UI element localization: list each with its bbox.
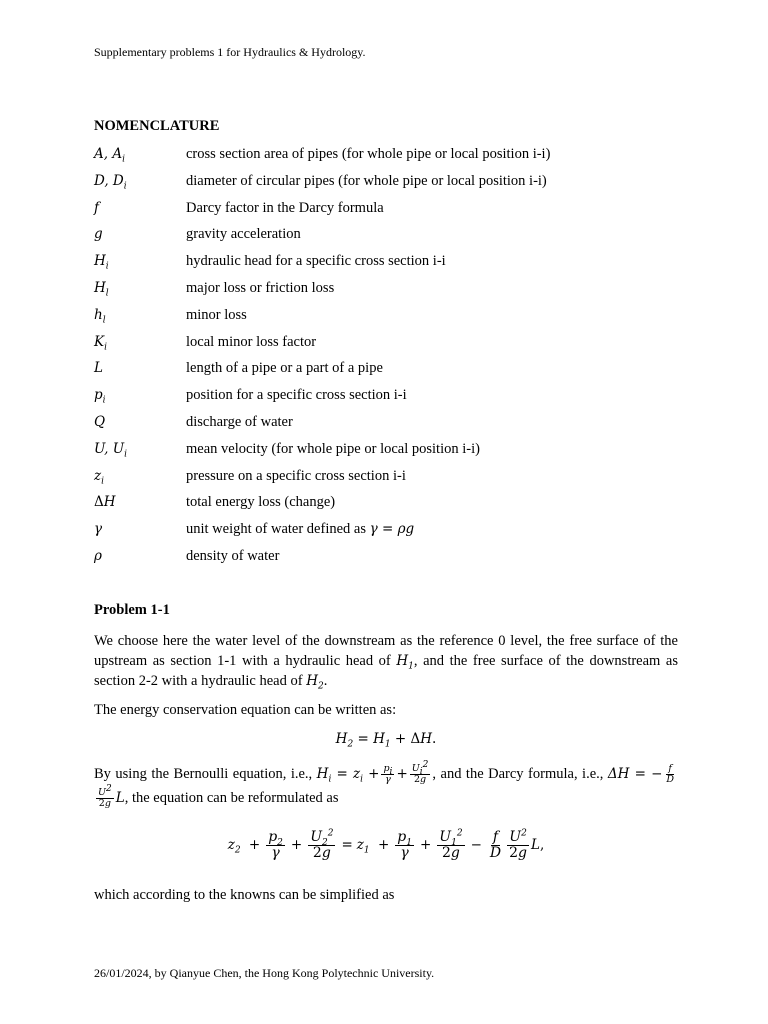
nomenclature-row [94,548,694,575]
symbol-major-loss: $H_l$ [94,279,109,299]
nomenclature-title: NOMENCLATURE [94,118,220,134]
nomenclature-desc: discharge of water [186,413,293,430]
nomenclature-row [94,307,694,334]
paragraph-text: , the equation can be reformulated as [124,790,339,806]
symbol-loss-factor: $K_i$ [94,333,107,353]
symbol-velocity: U, $U_i$ [94,440,127,460]
nomenclature-row [94,334,694,361]
symbol-darcy-factor: f [94,199,99,216]
symbol-length: L [94,360,103,377]
nomenclature-row [94,226,694,253]
nomenclature-desc: major loss or friction loss [186,279,335,296]
nomenclature-row [94,387,694,414]
nomenclature-row [94,280,694,307]
nomenclature-desc: length of a pipe or a part of a pipe [186,360,383,377]
problem-paragraph-2: The energy conservation equation can be written as: [94,702,397,718]
paragraph-text: We choose here the water level of the downstream as the reference 0 level, the free surface of the upstream as section 1-1 with a hydraulic head of [94,633,678,669]
nomenclature-desc: local minor loss factor [186,333,317,350]
nomenclature-desc: pressure on a specific cross section i-i [186,467,406,484]
head-h1: $H_1$ [396,653,414,672]
reformulated-equation: $z_2$ + $\frac{p_2}{\gamma}$ + $\frac{U_2^2}{2g}$ = $z_1$ + $\frac{p_1}{\gamma}$ + $\frac{U_1^2}{2g}$ − $\frac{f}{D}$ $\frac{U^2}{2g}$ L, [227,828,545,862]
nomenclature-row [94,173,694,200]
symbol-pressure: $z_i$ [94,467,105,487]
symbol-discharge: Q [94,413,106,430]
symbol-energy-loss: ΔH [94,494,116,511]
energy-equation: $H_2 = H_1 + \Delta H$. [335,731,437,750]
problem-paragraph-1: We choose here the water level of the downstream as the reference 0 level, the free surface of the upstream as section 1-1 with a hydraulic head of $H_1$, and the free surface of the downstream as section 2-2 with a hydraulic head of $H_2$. [94,633,678,692]
symbol-area: A, $A_i$ [94,146,125,165]
nomenclature-desc [186,521,414,538]
nomenclature-desc: density of water [186,547,280,564]
nomenclature-desc-text: unit weight of water defined as [186,521,366,538]
paragraph-text: By using the Bernoulli equation, i.e., [94,766,313,782]
nomenclature-row [94,468,694,495]
bernoulli-inline: $H_i = z_i$ + $\frac{p_i}{\gamma}$ + $\frac{U_i^2}{2g}$ [316,759,429,785]
nomenclature-table [94,146,694,575]
paragraph-text: , and the free surface of the downstream as section 2-2 with a hydraulic head of [94,653,678,689]
symbol-density: ρ [94,547,102,564]
symbol-gravity: g [94,226,103,243]
head-h2: $H_2$ [306,673,324,692]
nomenclature-row [94,521,694,548]
nomenclature-row [94,146,694,173]
nomenclature-row [94,414,694,441]
page-footer: 26/01/2024, by Qianyue Chen, the Hong Kong Polytechnic University. [94,966,435,980]
problem-title: Problem 1-1 [94,602,170,618]
nomenclature-row [94,253,694,280]
problem-paragraph-3 [94,759,678,810]
nomenclature-desc: minor loss [186,306,247,323]
page-header: Supplementary problems 1 for Hydraulics & Hydrology. [94,45,366,59]
symbol-diameter: D, $D_i$ [94,172,127,192]
nomenclature-desc: Darcy factor in the Darcy formula [186,199,384,216]
nomenclature-desc: gravity acceleration [186,226,301,243]
paragraph-text: , and the Darcy formula, i.e., [432,766,604,782]
symbol-minor-loss: $h_l$ [94,306,106,326]
nomenclature-desc: diameter of circular pipes (for whole pipe or local position i-i) [186,172,547,189]
nomenclature-desc: mean velocity (for whole pipe or local position i-i) [186,440,480,457]
nomenclature-desc: total energy loss (change) [186,494,336,511]
nomenclature-desc: cross section area of pipes (for whole pipe or local position i-i) [186,146,551,162]
nomenclature-row [94,200,694,227]
problem-paragraph-4: which according to the knowns can be simplified as [94,887,395,903]
nomenclature-row [94,441,694,468]
nomenclature-row [94,494,694,521]
nomenclature-desc: hydraulic head for a specific cross section i-i [186,253,446,270]
symbol-position: $p_i$ [94,387,106,406]
unit-weight-formula: γ = ρg [369,521,415,538]
symbol-hydraulic-head: $H_i$ [94,253,109,272]
nomenclature-row [94,360,694,387]
nomenclature-desc: position for a specific cross section i-i [186,387,407,404]
symbol-unit-weight: γ [94,521,103,538]
darcy-inline: ΔH = − $\frac{f}{D}$ $\frac{U^2}{2g}$ L [98,762,674,809]
